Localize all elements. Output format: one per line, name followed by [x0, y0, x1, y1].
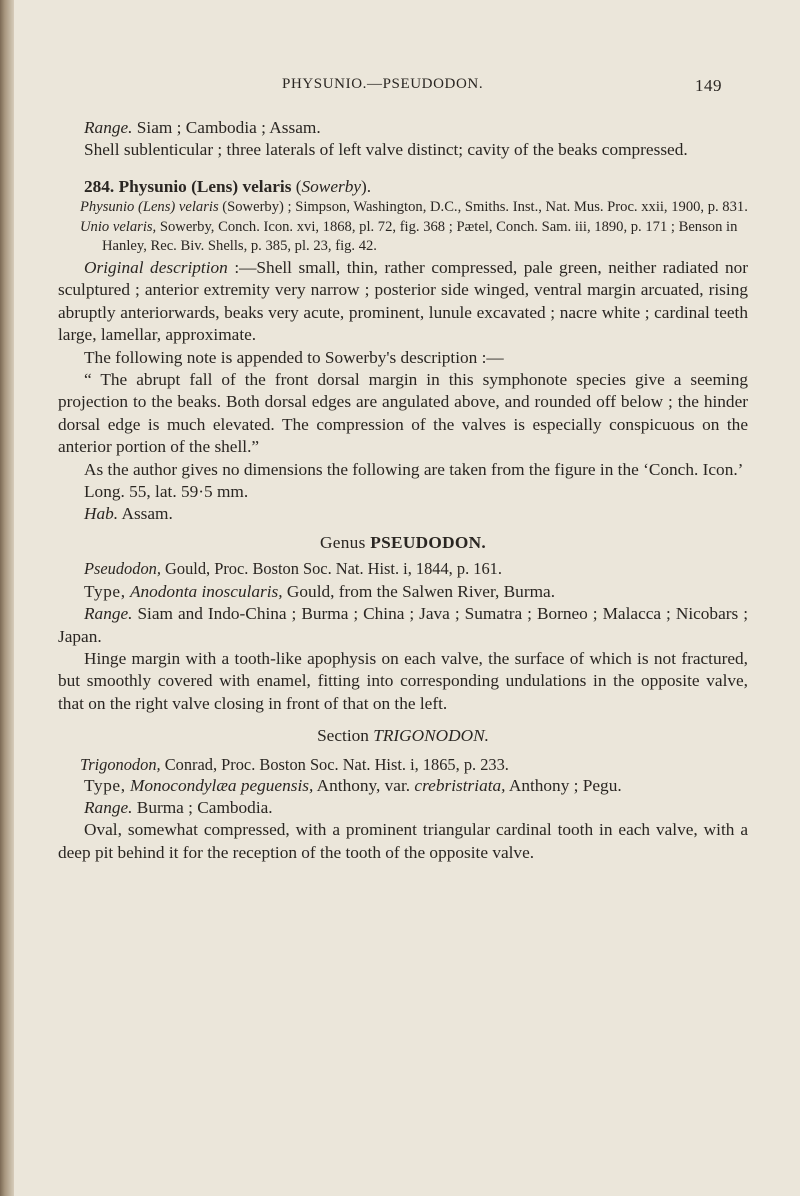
type-species: Anodonta inoscularis,	[129, 581, 283, 601]
genus-heading-lead: Genus	[319, 532, 366, 552]
genus-reference	[58, 558, 748, 580]
type-label: Type,	[84, 581, 126, 601]
running-head-title: PHYSUNIO.—PSEUDODON.	[282, 76, 484, 92]
species-subgenus: (Lens)	[191, 176, 239, 196]
genus-reference-name: Pseudodon,	[84, 559, 161, 579]
range-text: Siam ; Cambodia ; Assam.	[132, 118, 321, 137]
genus-range	[58, 603, 748, 648]
species-epithet: velaris	[242, 176, 292, 196]
book-page	[58, 0, 758, 1196]
prev-shell-paragraph: Shell sublenticular ; three laterals of left valve distinct; cavity of the beaks compressed.	[84, 140, 688, 160]
reference-name: Physunio (Lens) velaris	[80, 199, 219, 216]
genus-type	[58, 581, 748, 603]
synonymy-reference	[58, 218, 748, 257]
original-description	[58, 257, 748, 347]
section-reference-name: Trigonodon,	[80, 754, 161, 774]
genus-reference-text: Gould, Proc. Boston Soc. Nat. Hist. i, 1844, p. 161.	[160, 559, 502, 579]
synonymy-reference	[58, 198, 748, 218]
dimensions-note: As the author gives no dimensions the following are taken from the figure in the ‘Conch. Icon.’	[84, 459, 744, 479]
running-head	[58, 76, 758, 100]
type-label: Type,	[84, 775, 126, 795]
range-label: Range.	[84, 604, 133, 624]
quoted-note: “ The abrupt fall of the front dorsal margin in this symphonote species give a seeming projection to the beaks. Both dorsal edges are angulated above, and rounded off below ; the hinder dorsal edge is much elevated. The compression of the valves is especially conspicuous on the anterior portion of the shell.”	[58, 370, 748, 457]
note-intro: The following note is appended to Sowerby's description :—	[84, 347, 504, 367]
reference-name: Unio velaris,	[80, 218, 157, 235]
page-number: 149	[695, 76, 722, 95]
genus-heading	[58, 532, 748, 554]
page-body	[58, 117, 748, 864]
type-text: Anthony, var.	[313, 775, 415, 795]
species-heading: 284. Physunio (Lens) velaris (Sowerby).	[84, 176, 372, 196]
type-text-end: Anthony ; Pegu.	[505, 775, 622, 795]
type-variety: crebristriata,	[414, 775, 506, 795]
section-heading-name: TRIGONODON.	[373, 726, 489, 746]
habitat	[58, 503, 748, 525]
genus-hinge-description: Hinge margin with a tooth-like apophysis on each valve, the surface of which is not fractured, but smoothly covered with enamel, fitting into corresponding undulations in the opposite valve, that on the right valve closing in front of that on the left.	[58, 648, 748, 713]
section-description: Oval, somewhat compressed, with a prominent triangular cardinal tooth in each valve, with a deep pit behind it for the reception of the tooth of the opposite valve.	[58, 820, 748, 862]
book-gutter	[0, 0, 14, 1196]
section-reference	[58, 754, 748, 775]
type-species: Monocondylæa peguensis,	[129, 775, 314, 795]
habitat-text: Assam.	[118, 504, 173, 524]
genus-heading-name: PSEUDODON.	[370, 532, 487, 552]
species-number: 284.	[84, 176, 115, 196]
reference-text: Sowerby, Conch. Icon. xvi, 1868, pl. 72, fig. 368 ; Pætel, Conch. Sam. iii, 1890, p. 171 ; Benson in Hanley, Rec. Biv. Shells, p. 385, pl. 23, fig. 42.	[102, 218, 738, 255]
reference-text: (Sowerby) ; Simpson, Washington, D.C., Smiths. Inst., Nat. Mus. Proc. xxii, 1900, p. 831.	[218, 199, 748, 216]
range-label: Range.	[84, 797, 133, 817]
section-heading	[58, 725, 748, 747]
species-genus: Physunio	[118, 176, 187, 196]
original-description-text: :—Shell small, thin, rather compressed, pale green, neither radiated nor sculptured ; anterior extremity very narrow ; posterior side winged, ventral margin arcuated, rising abruptly anteriorwards, beaks very acute, prominent, lunule excavated ; nacre white ; cardinal teeth large, lamellar, approximate.	[58, 258, 748, 345]
range-label: Range.	[84, 118, 133, 137]
habitat-label: Hab.	[84, 504, 119, 524]
original-description-label: Original description	[84, 258, 228, 277]
section-range	[58, 797, 748, 819]
section-reference-text: Conrad, Proc. Boston Soc. Nat. Hist. i, 1865, p. 233.	[160, 754, 509, 774]
range-text: Siam and Indo-China ; Burma ; China ; Java ; Sumatra ; Borneo ; Malacca ; Nicobars ; Japan.	[58, 604, 748, 646]
section-type	[58, 775, 748, 797]
species-author: Sowerby	[301, 176, 362, 196]
type-text: Gould, from the Salwen River, Burma.	[282, 581, 556, 601]
prev-range-paragraph	[58, 117, 748, 139]
section-heading-lead: Section	[317, 726, 369, 746]
range-text: Burma ; Cambodia.	[132, 797, 273, 817]
measurements: Long. 55, lat. 59·5 mm.	[84, 482, 249, 502]
